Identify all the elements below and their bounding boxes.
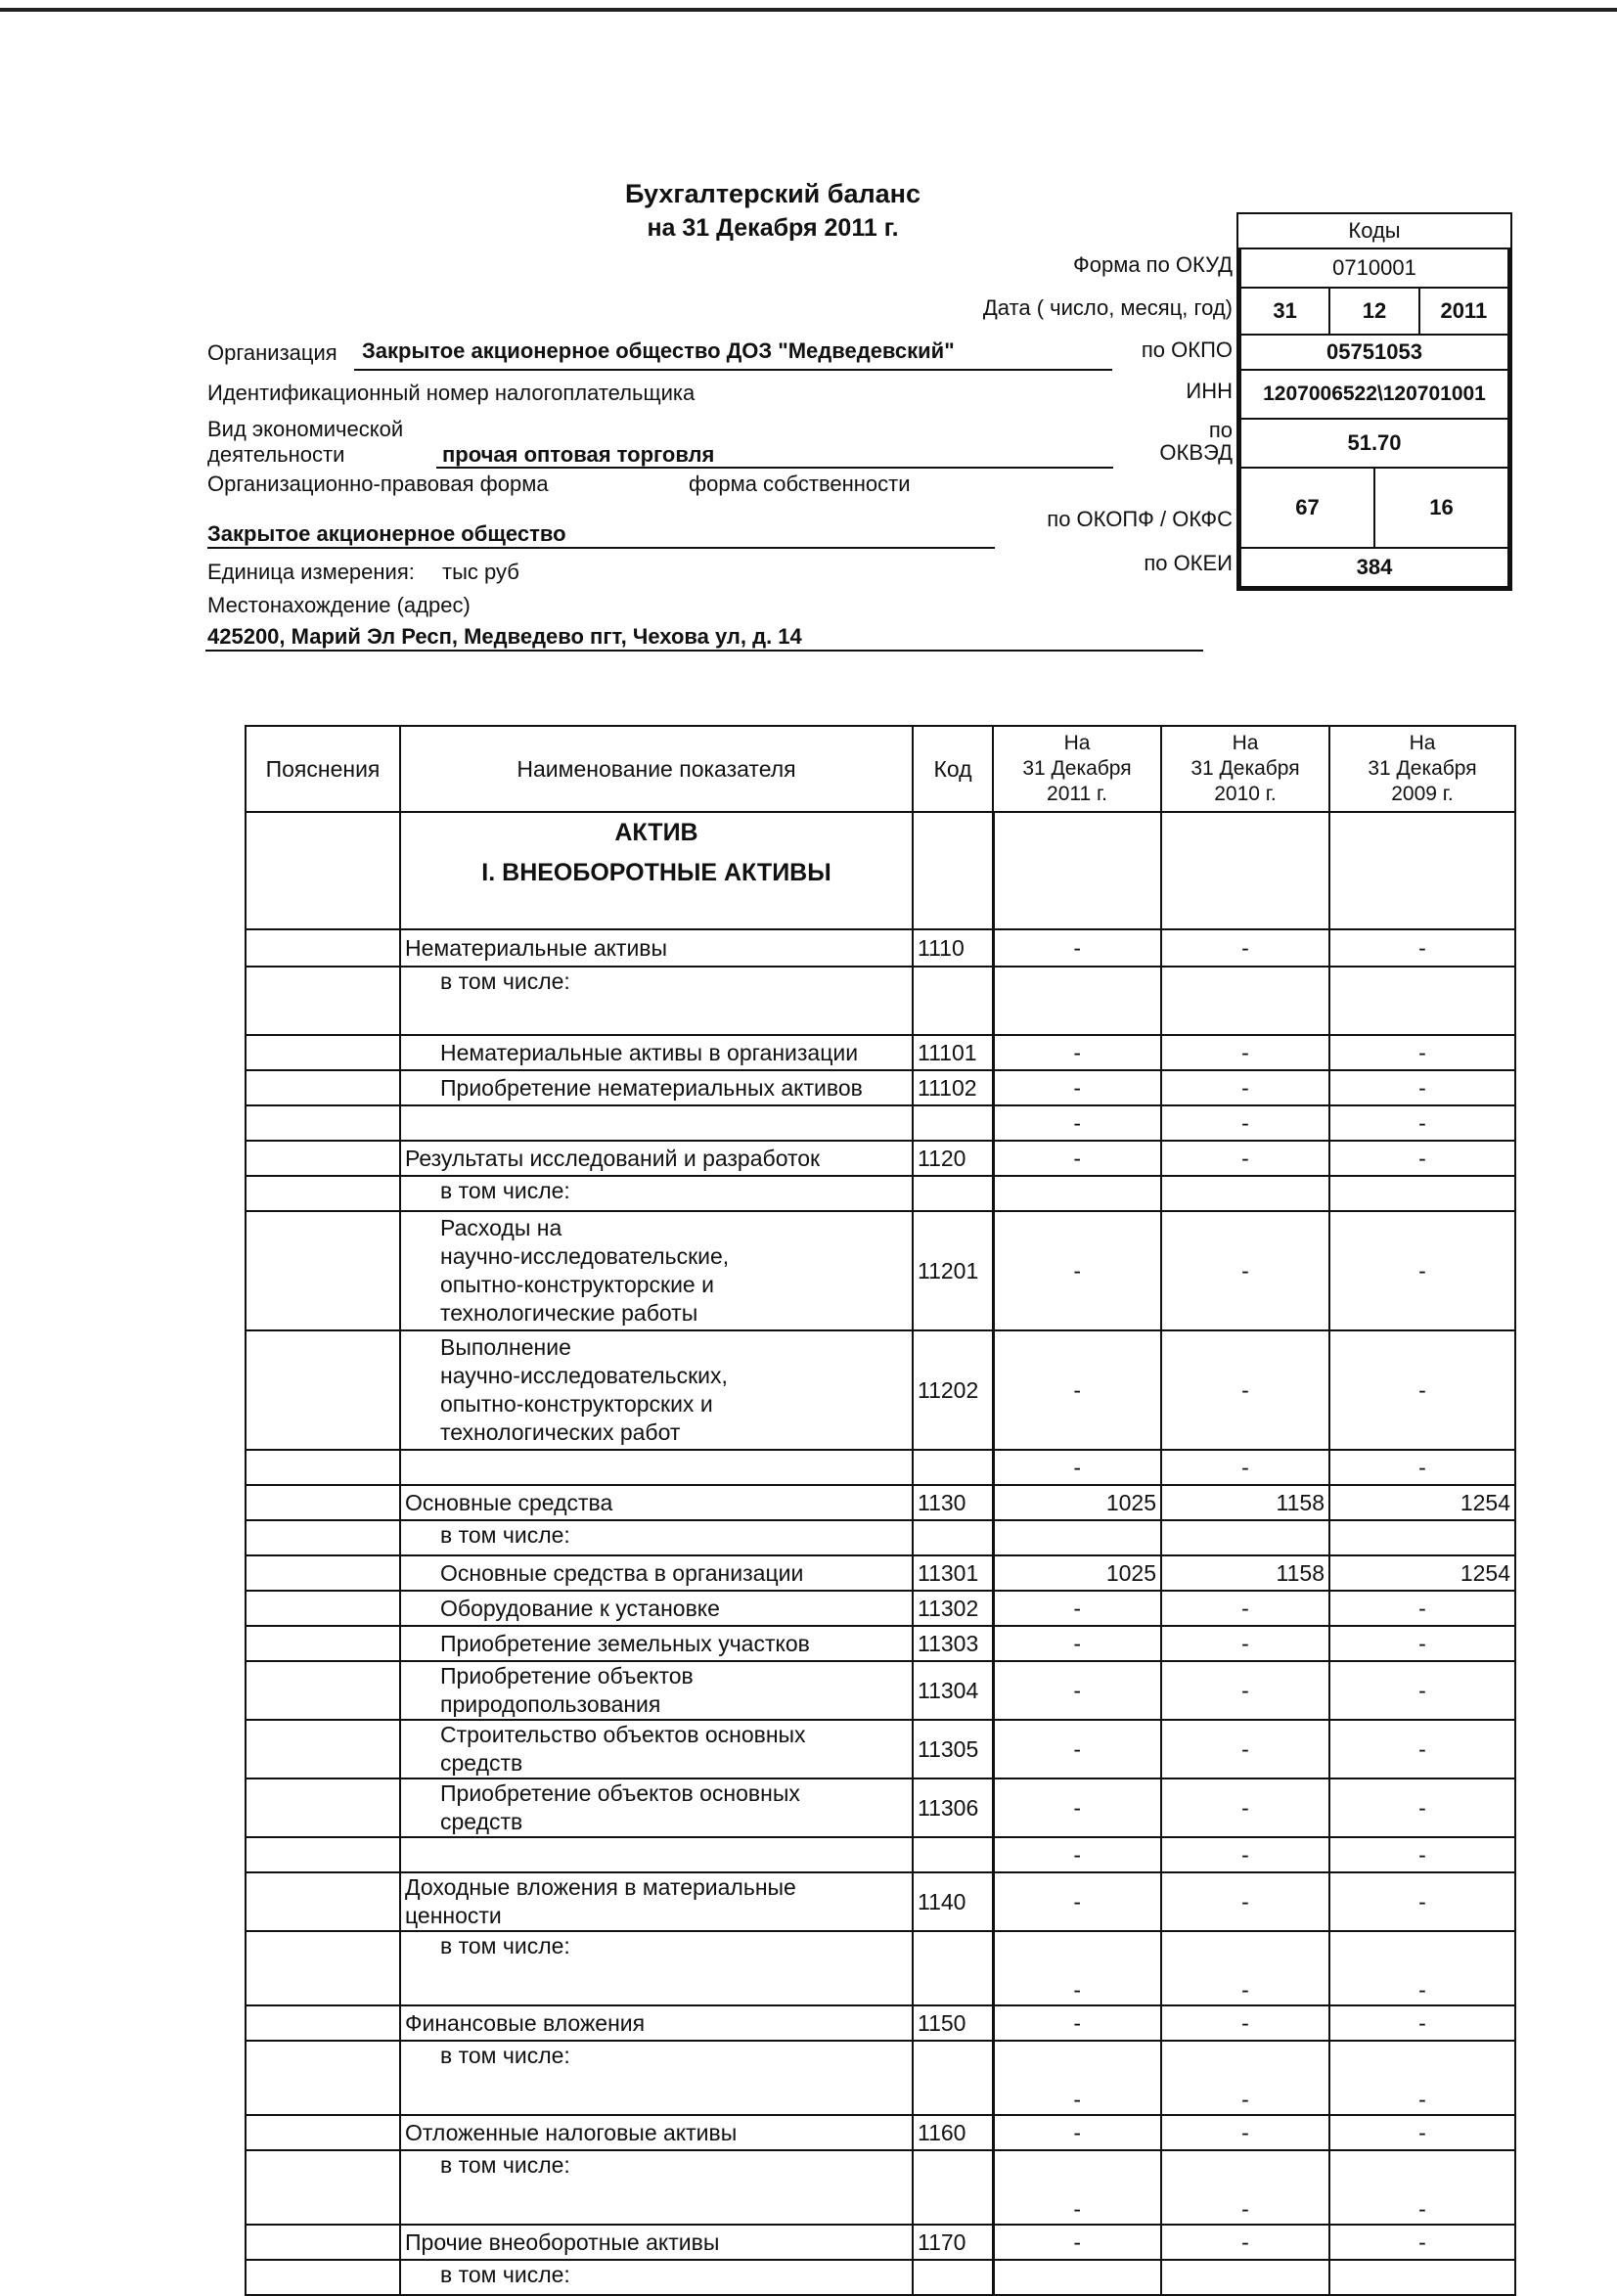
row-value-2010 bbox=[1161, 1176, 1329, 1211]
row-value-2011: - bbox=[993, 1931, 1161, 2005]
row-code: 11303 bbox=[913, 1626, 993, 1661]
table-row bbox=[246, 1931, 1515, 2005]
row-name-line: природопользования bbox=[440, 1691, 661, 1717]
row-value-2009 bbox=[1329, 1176, 1515, 1211]
row-value-2009: - bbox=[1329, 1591, 1515, 1626]
unit-value: тыс руб bbox=[442, 560, 519, 584]
notes-cell bbox=[246, 1070, 400, 1105]
table-row bbox=[246, 1778, 1515, 1837]
notes-cell bbox=[246, 2225, 400, 2260]
row-value-2010: - bbox=[1161, 1872, 1329, 1931]
row-name bbox=[400, 1211, 913, 1330]
row-value-2009: - bbox=[1329, 2115, 1515, 2150]
notes-cell bbox=[246, 1211, 400, 1330]
code-cell bbox=[913, 812, 993, 929]
table-row bbox=[246, 1837, 1515, 1872]
inn-text-label: Идентификационный номер налогоплательщика bbox=[207, 381, 696, 405]
row-name bbox=[400, 1872, 913, 1931]
org-underline bbox=[354, 369, 1112, 371]
row-value-2009: - bbox=[1329, 1661, 1515, 1720]
document-subtitle: на 31 Декабря 2011 г. bbox=[647, 214, 899, 242]
notes-cell bbox=[246, 2005, 400, 2041]
date-code bbox=[1241, 289, 1507, 336]
notes-cell bbox=[246, 1661, 400, 1720]
row-code: 11306 bbox=[913, 1778, 993, 1837]
row-name-line: средств bbox=[440, 1809, 523, 1834]
row-code: 11202 bbox=[913, 1330, 993, 1450]
row-value-2009: - bbox=[1329, 1105, 1515, 1141]
row-value-2010: - bbox=[1161, 1330, 1329, 1450]
row-value-2011: - bbox=[993, 1837, 1161, 1872]
row-value-2010: - bbox=[1161, 1837, 1329, 1872]
notes-cell bbox=[246, 1931, 400, 2005]
notes-cell bbox=[246, 1591, 400, 1626]
table-row bbox=[246, 1330, 1515, 1450]
table-row bbox=[246, 2115, 1515, 2150]
row-value-2010: 1158 bbox=[1161, 1485, 1329, 1520]
row-name-line: средств bbox=[440, 1750, 523, 1776]
row-name: Финансовые вложения bbox=[400, 2005, 913, 2041]
row-value-2010: - bbox=[1161, 1450, 1329, 1485]
row-name: Основные средства bbox=[400, 1485, 913, 1520]
notes-cell bbox=[246, 967, 400, 1035]
row-code: 1120 bbox=[913, 1141, 993, 1176]
row-value-2011: - bbox=[993, 1778, 1161, 1837]
row-name: Основные средства в организации bbox=[400, 1555, 913, 1591]
table-row bbox=[246, 1211, 1515, 1330]
row-name: Отложенные налоговые активы bbox=[400, 2115, 913, 2150]
row-name bbox=[400, 1450, 913, 1485]
table-row bbox=[246, 1555, 1515, 1591]
row-name-line: Приобретение объектов основных bbox=[440, 1780, 800, 1806]
row-value-2011: - bbox=[993, 2041, 1161, 2115]
row-value-2010: - bbox=[1161, 1035, 1329, 1070]
row-name-line: опытно-конструкторских и bbox=[440, 1391, 713, 1417]
okei-code: 384 bbox=[1356, 555, 1393, 579]
okopf-label: по ОКОПФ / ОКФС bbox=[1047, 507, 1233, 531]
row-value-2010: - bbox=[1161, 1661, 1329, 1720]
table-row bbox=[246, 2260, 1515, 2295]
row-name-line: опытно-конструкторские и bbox=[440, 1272, 714, 1297]
notes-cell bbox=[246, 2041, 400, 2115]
row-value-2010: - bbox=[1161, 1211, 1329, 1330]
row-value-2011: - bbox=[993, 1141, 1161, 1176]
header-col-2011 bbox=[993, 726, 1161, 812]
org-label: Организация bbox=[207, 340, 337, 365]
notes-cell bbox=[246, 1555, 400, 1591]
table-row bbox=[246, 1035, 1515, 1070]
notes-cell bbox=[246, 1520, 400, 1555]
row-name bbox=[400, 1330, 913, 1450]
notes-cell bbox=[246, 1141, 400, 1176]
okud-label: Форма по ОКУД bbox=[1073, 252, 1233, 277]
row-value-2011: - bbox=[993, 1720, 1161, 1778]
row-value-2009: - bbox=[1329, 1872, 1515, 1931]
row-value-2010: - bbox=[1161, 1141, 1329, 1176]
row-value-2011: - bbox=[993, 2150, 1161, 2225]
scan-top-border bbox=[0, 8, 1617, 12]
notes-cell bbox=[246, 1330, 400, 1450]
row-name-line: технологические работы bbox=[440, 1300, 698, 1326]
notes-cell bbox=[246, 2150, 400, 2225]
header-col-2009 bbox=[1329, 726, 1515, 812]
table-header-row bbox=[246, 726, 1515, 812]
notes-cell bbox=[246, 929, 400, 967]
row-value-2009: 1254 bbox=[1329, 1555, 1515, 1591]
row-value-2011: - bbox=[993, 1070, 1161, 1105]
row-value-2010: - bbox=[1161, 1105, 1329, 1141]
row-name bbox=[400, 1720, 913, 1778]
row-name: Прочие внеоборотные активы bbox=[400, 2225, 913, 2260]
row-name-line: Строительство объектов основных bbox=[440, 1722, 806, 1747]
okopf-okfs-code bbox=[1241, 469, 1507, 549]
row-name: в том числе: bbox=[400, 2150, 913, 2225]
section-cell bbox=[400, 812, 913, 929]
row-code bbox=[913, 1837, 993, 1872]
row-value-2011: - bbox=[993, 929, 1161, 967]
row-value-2010: 1158 bbox=[1161, 1555, 1329, 1591]
row-code: 1130 bbox=[913, 1485, 993, 1520]
activity-label-1: Вид экономической bbox=[207, 417, 404, 441]
row-name-line: Приобретение объектов bbox=[440, 1663, 694, 1688]
row-name: в том числе: bbox=[400, 2260, 913, 2295]
row-code: 1150 bbox=[913, 2005, 993, 2041]
row-name: в том числе: bbox=[400, 1176, 913, 1211]
okei-label: по ОКЕИ bbox=[1144, 551, 1233, 575]
row-name bbox=[400, 1778, 913, 1837]
table-row bbox=[246, 1872, 1515, 1931]
document-title: Бухгалтерский баланс bbox=[625, 179, 921, 208]
address-value: 425200, Марий Эл Респ, Медведево пгт, Чехова ул, д. 14 bbox=[207, 624, 802, 649]
row-value-2009: - bbox=[1329, 1626, 1515, 1661]
notes-cell bbox=[246, 1626, 400, 1661]
header-col-2011-line3: 2011 г. bbox=[1047, 783, 1107, 805]
section-active-title: АКТИВ bbox=[614, 819, 698, 846]
row-code: 1140 bbox=[913, 1872, 993, 1931]
row-code bbox=[913, 2260, 993, 2295]
row-name: в том числе: bbox=[400, 1520, 913, 1555]
row-code: 1110 bbox=[913, 929, 993, 967]
row-value-2011: - bbox=[993, 1035, 1161, 1070]
table-row bbox=[246, 967, 1515, 1035]
legal-form-value: Закрытое акционерное общество bbox=[207, 521, 566, 546]
row-code: 11305 bbox=[913, 1720, 993, 1778]
header-col-2010-line1: На bbox=[1232, 732, 1259, 754]
notes-cell bbox=[246, 2260, 400, 2295]
table-row bbox=[246, 1720, 1515, 1778]
table-row bbox=[246, 1591, 1515, 1626]
row-code bbox=[913, 1105, 993, 1141]
header-col-2009-line2: 31 Декабря bbox=[1368, 757, 1477, 780]
row-value-2010: - bbox=[1161, 2225, 1329, 2260]
table-row bbox=[246, 1520, 1515, 1555]
row-value-2009: - bbox=[1329, 1931, 1515, 2005]
row-value-2010: - bbox=[1161, 2005, 1329, 2041]
notes-cell bbox=[246, 1035, 400, 1070]
row-name-line: Выполнение bbox=[440, 1334, 571, 1360]
row-value-2011: - bbox=[993, 1626, 1161, 1661]
row-value-2010: - bbox=[1161, 1720, 1329, 1778]
row-code bbox=[913, 2150, 993, 2225]
activity-label-2: деятельности bbox=[207, 442, 345, 467]
row-name: Приобретение нематериальных активов bbox=[400, 1070, 913, 1105]
row-value-2011: - bbox=[993, 1872, 1161, 1931]
row-value-2011 bbox=[993, 967, 1161, 1035]
notes-cell bbox=[246, 1720, 400, 1778]
row-name: в том числе: bbox=[400, 967, 913, 1035]
table-row bbox=[246, 1450, 1515, 1485]
row-value-2011 bbox=[993, 1176, 1161, 1211]
row-name: Оборудование к установке bbox=[400, 1591, 913, 1626]
row-value-2010: - bbox=[1161, 1070, 1329, 1105]
row-value-2009: - bbox=[1329, 1778, 1515, 1837]
row-name: Результаты исследований и разработок bbox=[400, 1141, 913, 1176]
row-value-2009 bbox=[1329, 2260, 1515, 2295]
row-value-2011: - bbox=[993, 1330, 1161, 1450]
inn-code: 1207006522\120701001 bbox=[1241, 371, 1507, 420]
legal-form-underline bbox=[207, 547, 995, 549]
row-value-2010: - bbox=[1161, 1931, 1329, 2005]
row-name: в том числе: bbox=[400, 2041, 913, 2115]
date-label: Дата ( число, месяц, год) bbox=[982, 295, 1233, 320]
row-name bbox=[400, 1661, 913, 1720]
row-value-2010: - bbox=[1161, 2041, 1329, 2115]
row-value-2010: - bbox=[1161, 2150, 1329, 2225]
table-row bbox=[246, 1141, 1515, 1176]
table-row bbox=[246, 929, 1515, 967]
table-row bbox=[246, 1626, 1515, 1661]
notes-cell bbox=[246, 1105, 400, 1141]
row-value-2010: - bbox=[1161, 1591, 1329, 1626]
header-notes: Пояснения bbox=[246, 726, 400, 812]
table-row bbox=[246, 2041, 1515, 2115]
activity-underline bbox=[436, 467, 1113, 469]
okved-code: 51.70 bbox=[1241, 420, 1507, 469]
row-name-line: научно-исследовательских, bbox=[440, 1363, 728, 1388]
notes-cell bbox=[246, 812, 400, 929]
row-name: Нематериальные активы в организации bbox=[400, 1035, 913, 1070]
row-value-2011: - bbox=[993, 2225, 1161, 2260]
row-code bbox=[913, 1931, 993, 2005]
date-month: 12 bbox=[1330, 289, 1419, 334]
header-col-2011-line1: На bbox=[1063, 732, 1091, 754]
header-col-2010-line2: 31 Декабря bbox=[1190, 757, 1300, 780]
row-value-2009: - bbox=[1329, 1035, 1515, 1070]
row-value-2011: 1025 bbox=[993, 1555, 1161, 1591]
section-row bbox=[246, 812, 1515, 929]
okpo-code: 05751053 bbox=[1241, 336, 1507, 371]
row-code: 1170 bbox=[913, 2225, 993, 2260]
row-value-2011: - bbox=[993, 1661, 1161, 1720]
row-value-2011: 1025 bbox=[993, 1485, 1161, 1520]
notes-cell bbox=[246, 1176, 400, 1211]
row-value-2010 bbox=[1161, 1520, 1329, 1555]
header-col-2009-line1: На bbox=[1409, 732, 1436, 754]
row-name: Нематериальные активы bbox=[400, 929, 913, 967]
row-value-2009 bbox=[1329, 1520, 1515, 1555]
row-value-2011 bbox=[993, 2260, 1161, 2295]
row-name: Приобретение земельных участков bbox=[400, 1626, 913, 1661]
okved-label-2: ОКВЭД bbox=[1159, 440, 1233, 465]
notes-cell bbox=[246, 1872, 400, 1931]
row-value-2009: - bbox=[1329, 1070, 1515, 1105]
row-code bbox=[913, 1450, 993, 1485]
ownership-label: форма собственности bbox=[689, 472, 911, 496]
table-row bbox=[246, 1105, 1515, 1141]
notes-cell bbox=[246, 1485, 400, 1520]
okud-code: 0710001 bbox=[1241, 249, 1507, 289]
legal-form-label: Организационно-правовая форма bbox=[207, 472, 549, 496]
row-value-2009: - bbox=[1329, 2150, 1515, 2225]
row-value-2010: - bbox=[1161, 2115, 1329, 2150]
row-name-line: научно-исследовательские, bbox=[440, 1243, 730, 1269]
row-value-2010: - bbox=[1161, 1626, 1329, 1661]
address-underline bbox=[205, 650, 1203, 652]
address-label: Местонахождение (адрес) bbox=[207, 593, 471, 617]
header-col-2009-line3: 2009 г. bbox=[1391, 783, 1454, 805]
row-code: 11302 bbox=[913, 1591, 993, 1626]
row-value-2009: 1254 bbox=[1329, 1485, 1515, 1520]
row-name-line: Доходные вложения в материальные bbox=[405, 1874, 796, 1900]
notes-cell bbox=[246, 2115, 400, 2150]
row-value-2011: - bbox=[993, 1450, 1161, 1485]
row-value-2010 bbox=[1161, 967, 1329, 1035]
header-col-2010-line3: 2010 г. bbox=[1214, 783, 1277, 805]
row-value-2009: - bbox=[1329, 2041, 1515, 2115]
notes-cell bbox=[246, 1450, 400, 1485]
row-value-2011: - bbox=[993, 2115, 1161, 2150]
row-value-2010: - bbox=[1161, 929, 1329, 967]
header-name: Наименование показателя bbox=[400, 726, 913, 812]
value-cell bbox=[1329, 812, 1515, 929]
header-col-2010 bbox=[1161, 726, 1329, 812]
row-value-2010 bbox=[1161, 2260, 1329, 2295]
row-code bbox=[913, 1176, 993, 1211]
row-code: 11102 bbox=[913, 1070, 993, 1105]
row-value-2009: - bbox=[1329, 1837, 1515, 1872]
notes-cell bbox=[246, 1778, 400, 1837]
table-row bbox=[246, 1661, 1515, 1720]
date-year: 2011 bbox=[1440, 298, 1488, 323]
table-row bbox=[246, 1485, 1515, 1520]
date-day: 31 bbox=[1241, 289, 1330, 334]
row-name-line: технологических работ bbox=[440, 1419, 681, 1445]
row-code bbox=[913, 967, 993, 1035]
row-value-2009: - bbox=[1329, 1211, 1515, 1330]
header-code: Код bbox=[913, 726, 993, 812]
unit-label: Единица измерения: bbox=[207, 560, 415, 584]
row-value-2009: - bbox=[1329, 1450, 1515, 1485]
row-value-2011: - bbox=[993, 1105, 1161, 1141]
row-code: 1160 bbox=[913, 2115, 993, 2150]
row-name-line: Расходы на bbox=[440, 1215, 562, 1240]
table-row bbox=[246, 1070, 1515, 1105]
row-name-line: ценности bbox=[405, 1903, 502, 1928]
row-code bbox=[913, 2041, 993, 2115]
row-value-2009: - bbox=[1329, 929, 1515, 967]
value-cell bbox=[1161, 812, 1329, 929]
codes-box bbox=[1236, 212, 1512, 591]
okopf-code: 67 bbox=[1241, 469, 1375, 547]
okved-label-1: по bbox=[1208, 418, 1233, 442]
balance-table bbox=[245, 725, 1516, 2296]
row-value-2009: - bbox=[1329, 2005, 1515, 2041]
okpo-label: по ОКПО bbox=[1141, 338, 1233, 362]
row-value-2009: - bbox=[1329, 1720, 1515, 1778]
section-1-title: I. ВНЕОБОРОТНЫЕ АКТИВЫ bbox=[481, 859, 831, 886]
row-value-2010: - bbox=[1161, 1778, 1329, 1837]
table-row bbox=[246, 2225, 1515, 2260]
table-row bbox=[246, 1176, 1515, 1211]
row-code bbox=[913, 1520, 993, 1555]
notes-cell bbox=[246, 1837, 400, 1872]
row-code: 11101 bbox=[913, 1035, 993, 1070]
row-value-2011: - bbox=[993, 2005, 1161, 2041]
row-value-2011 bbox=[993, 1520, 1161, 1555]
row-name bbox=[400, 1837, 913, 1872]
row-value-2009: - bbox=[1329, 2225, 1515, 2260]
activity-value: прочая оптовая торговля bbox=[442, 442, 715, 467]
row-code: 11304 bbox=[913, 1661, 993, 1720]
row-value-2009: - bbox=[1329, 1141, 1515, 1176]
codes-header: Коды bbox=[1238, 214, 1510, 249]
inn-label: ИНН bbox=[1186, 379, 1233, 403]
org-value: Закрытое акционерное общество ДОЗ "Медведевский" bbox=[362, 338, 955, 363]
value-cell bbox=[993, 812, 1161, 929]
okfs-code: 16 bbox=[1429, 495, 1454, 519]
table-row bbox=[246, 2005, 1515, 2041]
header-col-2011-line2: 31 Декабря bbox=[1022, 757, 1132, 780]
row-value-2011: - bbox=[993, 1211, 1161, 1330]
row-code: 11201 bbox=[913, 1211, 993, 1330]
row-code: 11301 bbox=[913, 1555, 993, 1591]
row-value-2009 bbox=[1329, 967, 1515, 1035]
row-value-2009: - bbox=[1329, 1330, 1515, 1450]
table-row bbox=[246, 2150, 1515, 2225]
row-name bbox=[400, 1105, 913, 1141]
row-value-2011: - bbox=[993, 1591, 1161, 1626]
row-name: в том числе: bbox=[400, 1931, 913, 2005]
